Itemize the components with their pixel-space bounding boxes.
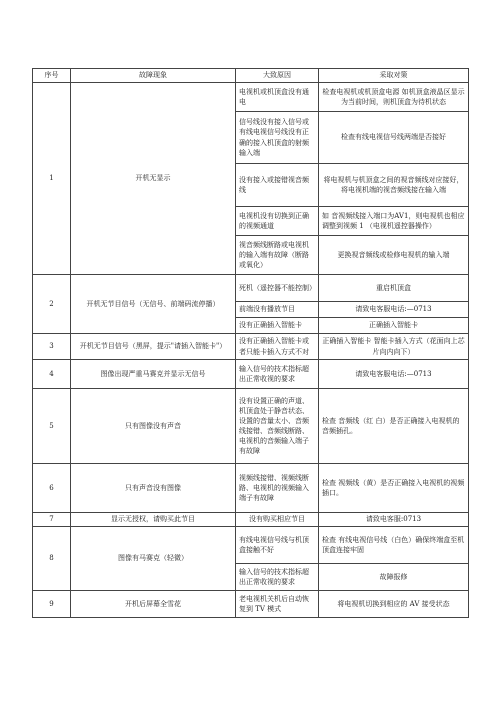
row-cause: 视频线接错、视频线断路、电视机的视频输入端子有故障 xyxy=(236,464,319,513)
row-fix: 检查 音频线（红 白）是否正确接入电视机的音频插孔。 xyxy=(319,389,469,464)
row-symptom: 开机无显示 xyxy=(71,83,236,275)
row-cause: 没有接入或接错视音频线 xyxy=(236,164,319,207)
row-fix: 请致电客服电话:—0713 xyxy=(319,360,469,389)
row-cause: 有线电视信号线与机顶盒接触不好 xyxy=(236,527,319,564)
row-no: 3 xyxy=(33,334,71,360)
row-fix: 检查 视频线（黄）是否正确接入电视机的视频插口。 xyxy=(319,464,469,513)
row-fix: 更换视音频线或检修电视机的输入端 xyxy=(319,236,469,275)
row-fix: 将电视机与机顶盒之间的视音频线对应接好，将电视机端的视音频线接在输入端 xyxy=(319,164,469,207)
row-cause: 没有设置正确的声道、机顶盒处于静音状态、设置的音量太小、音频线接错、音频线断路、电视机的音频输入端子有故障 xyxy=(236,389,319,464)
table-row xyxy=(33,464,469,513)
header-row xyxy=(33,69,469,83)
table-row xyxy=(33,360,469,389)
row-fix: 故障报修 xyxy=(319,564,469,591)
row-fix: 如 音视频线接入端口为AV1，则电视机也相应调整到视频 1 （电视机遥控器操作） xyxy=(319,207,469,236)
row-no: 7 xyxy=(33,513,71,527)
header-cause: 大致原因 xyxy=(236,69,319,83)
row-symptom: 只有图像没有声音 xyxy=(71,389,236,464)
row-cause: 视音频线断路或电视机的输入端有故障（断路或氧化） xyxy=(236,236,319,275)
row-cause: 电视机没有切换到正确的视频通道 xyxy=(236,207,319,236)
row-fix: 重启机顶盒 xyxy=(319,275,469,302)
row-fix: 请致电客服:0713 xyxy=(319,513,469,527)
row-cause: 没有正确插入智能卡或者只能卡插入方式不对 xyxy=(236,334,319,360)
row-cause: 死机（遥控器不能控制） xyxy=(236,275,319,302)
header-no: 序号 xyxy=(33,69,71,83)
table-row xyxy=(33,513,469,527)
table-row xyxy=(33,527,469,564)
row-symptom: 只有声音没有图像 xyxy=(71,464,236,513)
row-no: 8 xyxy=(33,527,71,591)
row-cause: 没有购买相应节目 xyxy=(236,513,319,527)
row-no: 2 xyxy=(33,275,71,334)
row-cause: 没有正确插入智能卡 xyxy=(236,318,319,334)
row-fix: 检查电视机或机顶盒电源 如机顶盒液晶区显示为当前时间，则机顶盒为待机状态 xyxy=(319,83,469,112)
fault-table xyxy=(32,68,469,618)
row-symptom: 开机无节目信号（无信号、前端码流停播） xyxy=(71,275,236,334)
row-no: 9 xyxy=(33,591,71,618)
row-symptom: 图像出现严重马赛克并显示无信号 xyxy=(71,360,236,389)
row-cause: 老电视机关机后自动恢复到 TV 模式 xyxy=(236,591,319,618)
row-symptom: 显示无授权，请购买此节目 xyxy=(71,513,236,527)
table-row xyxy=(33,591,469,618)
row-cause: 电视机或机顶盒没有通电 xyxy=(236,83,319,112)
row-cause: 输入信号的技术指标超出正常收视的要求 xyxy=(236,564,319,591)
table-row xyxy=(33,334,469,360)
header-symptom: 故障现象 xyxy=(71,69,236,83)
header-fix: 采取对策 xyxy=(319,69,469,83)
table-row xyxy=(33,389,469,464)
row-symptom: 图像有马赛克（轻微） xyxy=(71,527,236,591)
row-symptom: 开机后屏幕全雪花 xyxy=(71,591,236,618)
row-no: 6 xyxy=(33,464,71,513)
row-no: 4 xyxy=(33,360,71,389)
table-row xyxy=(33,83,469,112)
row-cause: 信号线没有接入信号或有线电视信号线没有正确的接入机顶盒的射频输入端 xyxy=(236,112,319,164)
table-row xyxy=(33,275,469,302)
row-fix: 将电视机切换到相应的 AV 接受状态 xyxy=(319,591,469,618)
row-fix: 正确插入智能卡 xyxy=(319,318,469,334)
row-no: 5 xyxy=(33,389,71,464)
row-fix: 检查有线电视信号线两端是否接好 xyxy=(319,112,469,164)
row-fix: 正确插入智能卡 智能卡插入方式（花面向上芯片向内向下） xyxy=(319,334,469,360)
row-cause: 前端没有播放节目 xyxy=(236,302,319,318)
row-no: 1 xyxy=(33,83,71,275)
row-fix: 请致电客服电话:—0713 xyxy=(319,302,469,318)
row-symptom: 开机无节目信号（黑屏，提示"请插入智能卡"） xyxy=(71,334,236,360)
row-fix: 检查 有线电视信号线（白色）确保终端盒至机顶盒连接牢固 xyxy=(319,527,469,564)
row-cause: 输入信号的技术指标超出正常收视的要求 xyxy=(236,360,319,389)
